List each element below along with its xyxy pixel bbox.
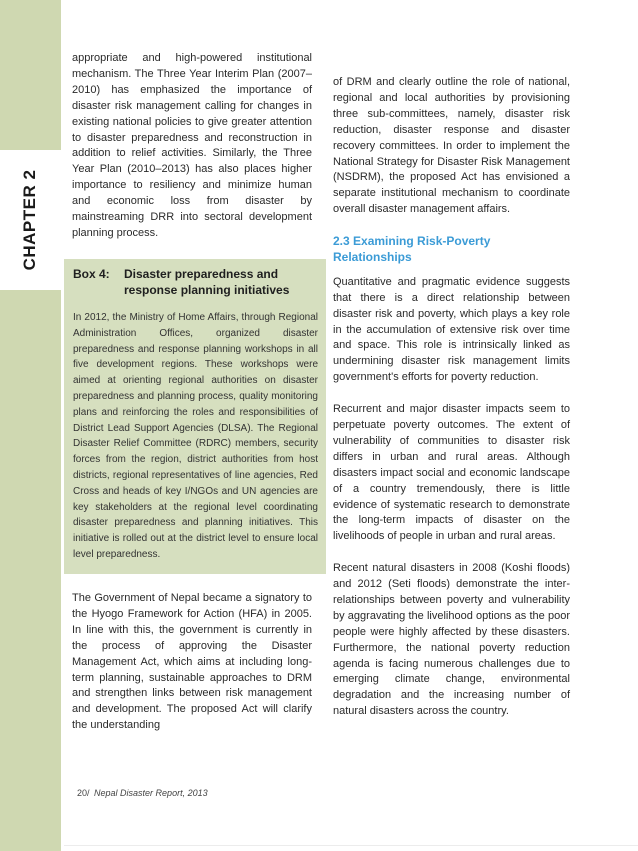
left-column-bottom — [72, 591, 312, 734]
box-text: In 2012, the Ministry of Home Affairs, through Regional Administration Offices, organized disaster preparedness and response planning workshops in all five development regions. These workshops were aimed at orienting regional authorities on disaster preparedness and planning process, quality monitoring plans and reinforcing the roles and responsibilities of District Lead Support Agencies (DLSA). The Regional Disaster Relief Committee (RDRC) members, security forces from the region, district authorities from host districts, regional representatives of line agencies, Red Cross and heads of key I/NGOs and UN agencies are key stakeholders at the regional level coordinating disaster preparedness and planning initiatives. This initiative is rolled out at the district level to ensure local level preparedness. — [73, 312, 318, 560]
right-paragraph-2: Quantitative and pragmatic evidence suggests that there is a direct relationship between disaster risk and poverty, which plays a key role in the accumulation of extensive risk over time and space. This role is intrinsically linked as undermining disaster risk management limits government's efforts for poverty reduction. — [333, 275, 570, 384]
page-footer — [77, 788, 208, 798]
box-title — [73, 266, 318, 298]
bottom-rule — [64, 845, 638, 846]
left-bottom-paragraph: The Government of Nepal became a signatory to the Hyogo Framework for Action (HFA) in 2005. In line with this, the government is currently in the process of approving the Disaster Management Act, which aims at including long-term planning, sustainable approaches to DRM and strengthen links between risk management and development. The proposed Act will clarify the understanding — [72, 592, 312, 732]
box-4 — [64, 259, 326, 574]
left-top-paragraph: appropriate and high-powered institutional mechanism. The Three Year Interim Plan (2007–2010) has emphasized the importance of disaster risk management calling for changes in existing national policies to give greater attention to disaster preparedness and reconstruction in addition to relief activities. Similarly, the Three Year Plan (2010–2013) has also places higher importance to resiliency and minimize human and economic loss from disaster by mainstreaming DRR into sectoral development planning process. — [72, 52, 312, 239]
box-number: Box 4: — [73, 267, 110, 281]
page-number: 20/ — [77, 788, 90, 798]
left-column-top — [72, 51, 312, 242]
right-paragraph-4: Recent natural disasters in 2008 (Koshi floods) and 2012 (Seti floods) demonstrate the inter-relationships between poverty and vulnerability by aggravating the livelihood options as the poor people were highly affected by these disasters. Furthermore, the national poverty reduction agenda is facing numerous challenges due to emerging climate change, environmental degradation and the increasing number of natural disasters across the country. — [333, 562, 570, 718]
right-paragraph-3: Recurrent and major disaster impacts seem to perpetuate poverty outcomes. The extent of vulnerability of communities to disaster risk differs in urban and rural areas. Although disasters impact social and economic landscape of a country tremendously, there is little evidence of systematic research to demonstrate the long-term impacts of disaster on the livelihoods of people in urban and rural areas. — [333, 403, 570, 543]
section-heading: 2.3 Examining Risk-Poverty Relationships — [333, 234, 491, 264]
right-paragraph-1: of DRM and clearly outline the role of national, regional and local authorities by provisioning three sub-committees, namely, disaster risk reduction, disaster response and disaster recovery committees. In order to implement the National Strategy for Disaster Risk Management (NSDRM), the proposed Act has envisioned a separate institutional mechanism to coordinate overall disaster management affairs. — [333, 76, 570, 216]
chapter-label: CHAPTER 2 — [20, 169, 39, 271]
chapter-sidebar — [0, 0, 61, 851]
box-name: Disaster preparedness and response planning initiatives — [124, 267, 290, 297]
right-column — [333, 75, 570, 736]
publication-title: Nepal Disaster Report, 2013 — [94, 788, 208, 798]
